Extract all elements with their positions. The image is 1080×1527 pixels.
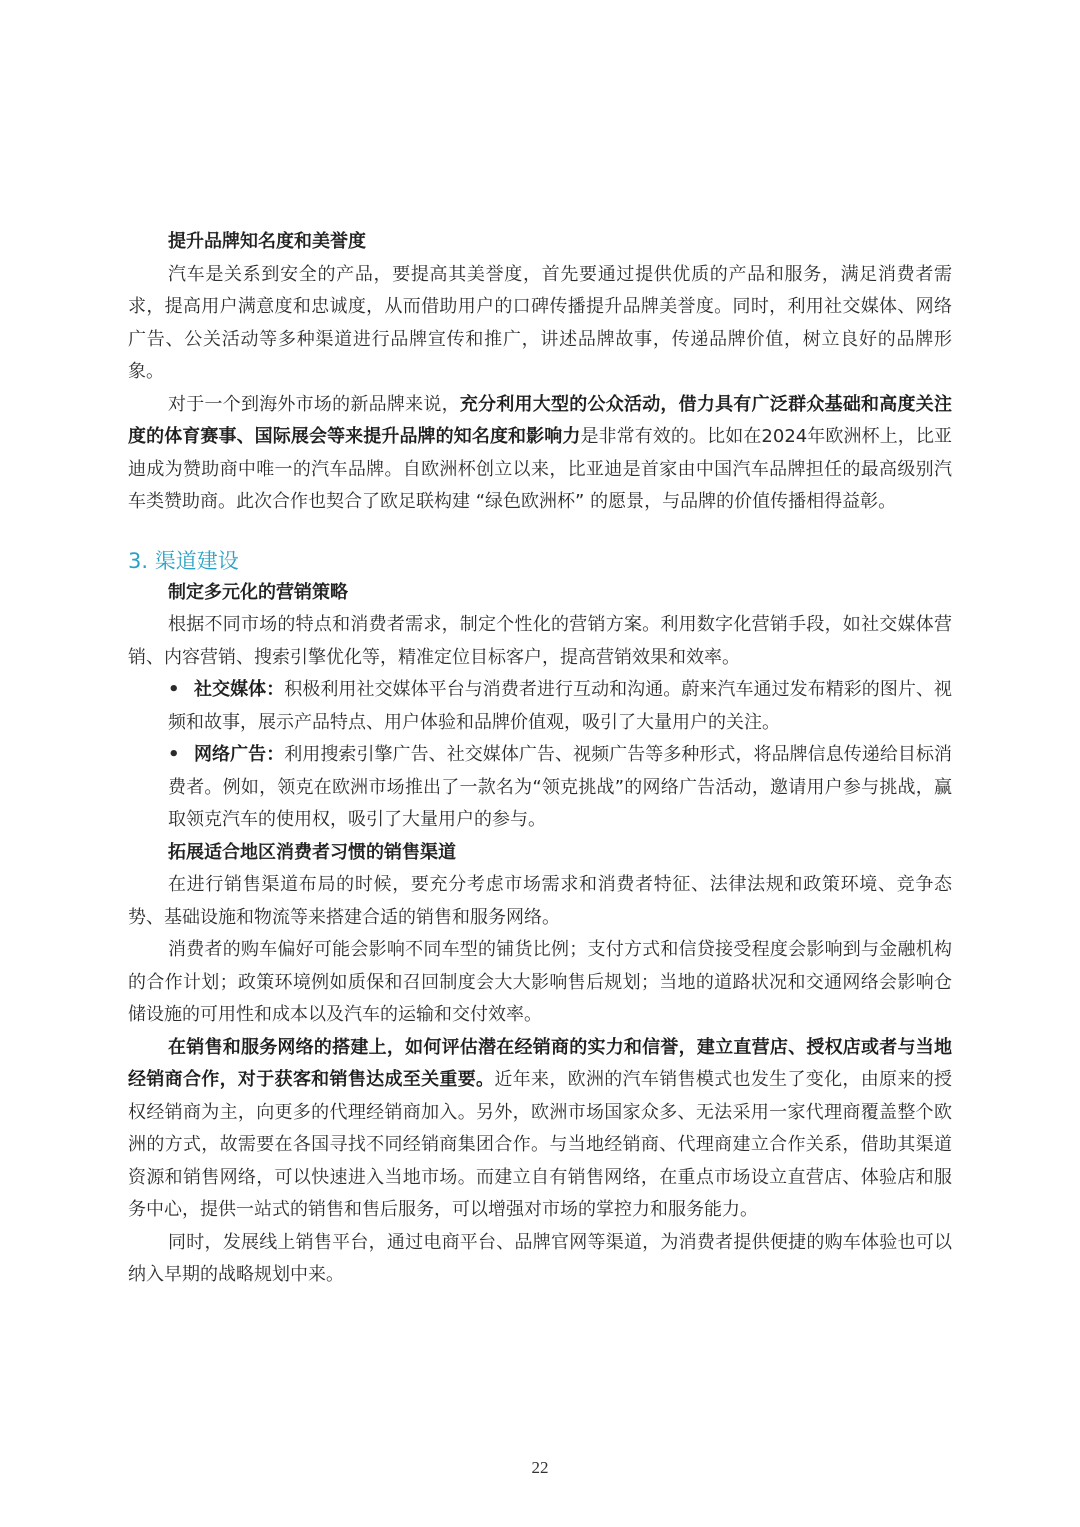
paragraph-online-sales: 同时，发展线上销售平台，通过电商平台、品牌官网等渠道，为消费者提供便捷的购车体验也可以纳入早期的战略规划中来。 <box>128 1231 952 1285</box>
bullet-text: 积极利用社交媒体平台与消费者进行互动和沟通。蔚来汽车通过发布精彩的图片、视频和故事，展示产品特点、用户体验和品牌价值观，吸引了大量用户的关注。 <box>168 679 953 733</box>
bullet-dot-icon: • <box>168 679 180 700</box>
paragraph-consumer-preferences: 消费者的购车偏好可能会影响不同车型的铺货比例；支付方式和信贷接受程度会影响到与金融机构的合作计划；政策环境例如质保和召回制度会大大影响售后规划；当地的道路状况和交通网络会影响仓储设施的可用性和成本以及汽车的运输和交付效率。 <box>128 939 952 1025</box>
bullet-item-social-media <box>128 674 952 739</box>
paragraph-emphasis: 充分利用大型的公众活动，借力具有广泛群众基础和高度关注度的体育赛事、国际展会等来提升品牌的知名度和影响力 <box>128 393 953 447</box>
bullet-dot-icon: • <box>168 744 180 765</box>
paragraph-emphasis: 在销售和服务网络的搭建上，如何评估潜在经销商的实力和信誉，建立直营店、授权店或者与当地经销商合作，对于获客和销售达成至关重要。 <box>128 1036 952 1090</box>
paragraph-brand-reputation: 汽车是关系到安全的产品，要提高其美誉度，首先要通过提供优质的产品和服务，满足消费者需求，提高用户满意度和忠诚度，从而借助用户的口碑传播提升品牌美誉度。同时，利用社交媒体、网络广告、公关活动等多种渠道进行品牌宣传和推广，讲述品牌故事，传递品牌价值，树立良好的品牌形象。 <box>128 263 952 382</box>
subheading-marketing-strategy: 制定多元化的营销策略 <box>168 581 348 603</box>
paragraph-rest: 近年来，欧洲的汽车销售模式也发生了变化，由原来的授权经销商为主，向更多的代理经销商加入。另外，欧洲市场国家众多、无法采用一家代理商覆盖整个欧洲的方式，故需要在各国寻找不同经销商集团合作。与当地经销商、代理商建立合作关系，借助其渠道资源和销售网络，可以快速进入当地市场。而建立自有销售网络，在重点市场设立直营店、体验店和服务中心，提供一站式的销售和售后服务，可以增强对市场的掌控力和服务能力。 <box>128 1069 953 1220</box>
bullet-label: 社交媒体： <box>194 679 285 700</box>
paragraph-rest: 是非常有效的。比如在2024年欧洲杯上，比亚迪成为赞助商中唯一的汽车品牌。自欧洲杯创立以来，比亚迪是首家由中国汽车品牌担任的最高级别汽车类赞助商。此次合作也契合了欧足联构建 “绿色欧洲杯” 的愿景，与品牌的价值传播相得益彰。 <box>128 426 952 512</box>
paragraph-dealer-network <box>128 1032 952 1227</box>
paragraph-marketing-plan: 根据不同市场的特点和消费者需求，制定个性化的营销方案。利用数字化营销手段，如社交媒体营销、内容营销、搜索引擎优化等，精准定位目标客户，提高营销效果和效率。 <box>128 614 952 668</box>
paragraph-public-events <box>128 389 952 519</box>
bullet-label: 网络广告： <box>194 744 285 765</box>
page-number: 22 <box>531 1458 549 1477</box>
bullet-text: 利用搜索引擎广告、社交媒体广告、视频广告等多种形式，将品牌信息传递给目标消费者。例如，领克在欧洲市场推出了一款名为“领克挑战”的网络广告活动，邀请用户参与挑战，赢取领克汽车的使用权，吸引了大量用户的参与。 <box>168 744 953 830</box>
subheading-brand-awareness: 提升品牌知名度和美誉度 <box>168 231 366 252</box>
paragraph-lead: 对于一个到海外市场的新品牌来说， <box>168 393 460 415</box>
subheading-sales-channels: 拓展适合地区消费者习惯的销售渠道 <box>168 841 456 863</box>
page-content <box>128 226 952 1292</box>
bullet-item-online-ads <box>128 739 952 837</box>
section-heading-channel-building: 3. 渠道建设 <box>128 548 239 573</box>
paragraph-channel-layout: 在进行销售渠道布局的时候，要充分考虑市场需求和消费者特征、法律法规和政策环境、竞争态势、基础设施和物流等来搭建合适的销售和服务网络。 <box>128 874 952 928</box>
